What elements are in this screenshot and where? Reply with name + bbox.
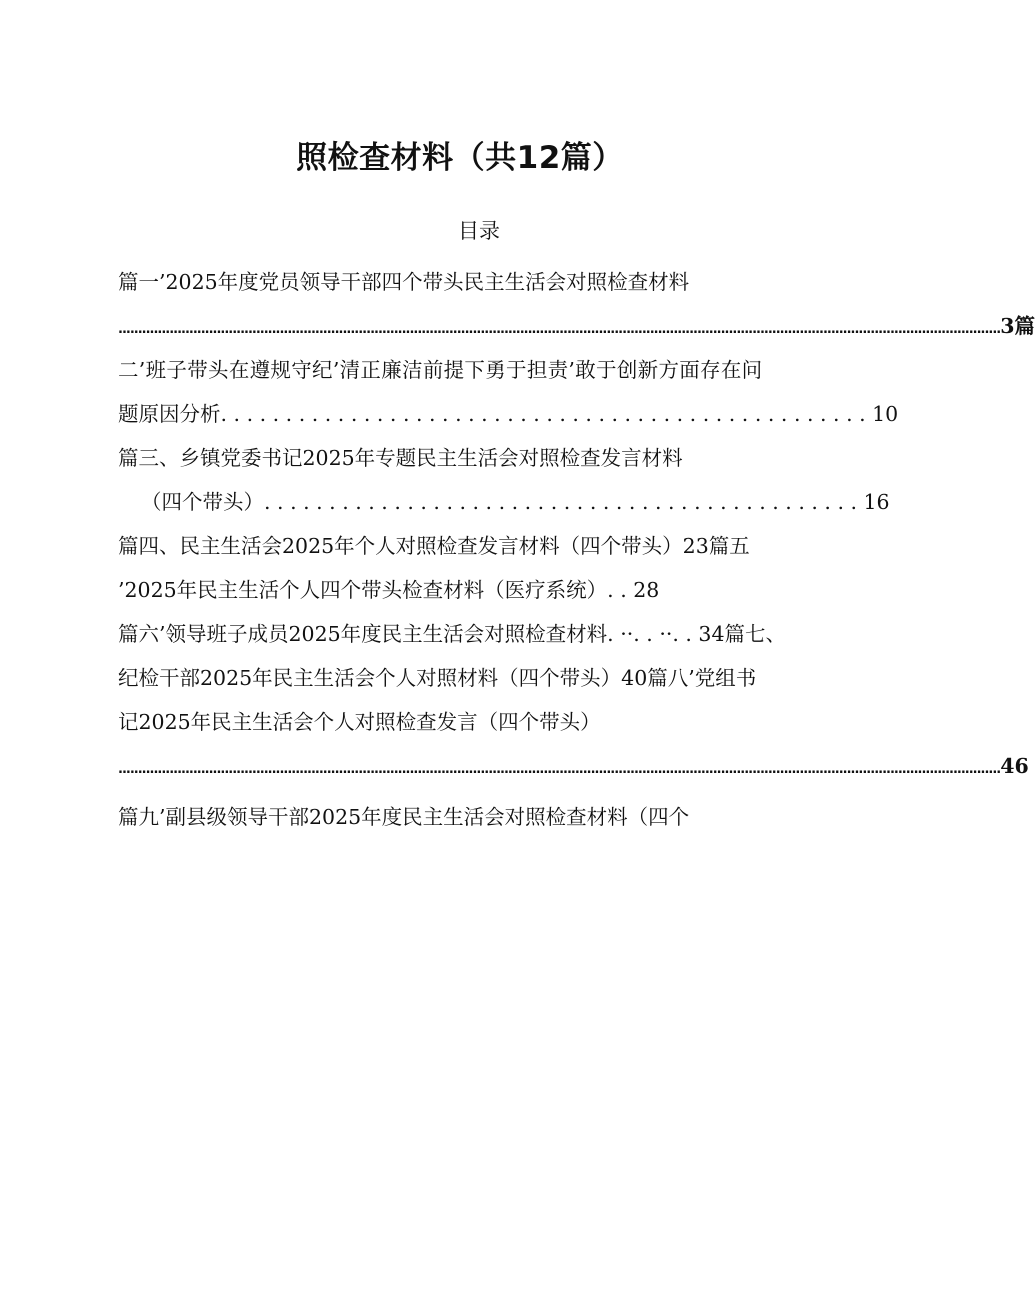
page-number: 46	[1000, 754, 1029, 778]
dot-leader: ................................................................................................................................................................................................................................	[118, 762, 1001, 777]
toc-entry-2-cont: 题原因分析. . . . . . . . . . . . . . . . . . . . . . . . . . . . . . . . . . . . . . . . . . . . . . . . . . 10	[118, 402, 899, 426]
toc-entry-2: 二’班子带头在遵规守纪’清正廉洁前提下勇于担责’敢于创新方面存在问	[118, 358, 763, 382]
toc-entry-5: ’2025年民主生活个人四个带头检查材料（医疗系统）. . 28	[118, 578, 660, 602]
toc-entry-3-cont: （四个带头）. . . . . . . . . . . . . . . . . . . . . . . . . . . . . . . . . . . . . . . . . . . . . . 16	[141, 490, 890, 514]
document-title: 照检查材料（共12篇）	[296, 140, 624, 176]
toc-heading: 目录	[458, 219, 500, 243]
page-number: 3篇	[1000, 314, 1035, 338]
toc-entry-3: 篇三、乡镇党委书记2025年专题民主生活会对照检查发言材料	[118, 446, 683, 470]
toc-entry-7: 纪检干部2025年民主生活会个人对照材料（四个带头）40篇八’党组书	[118, 666, 757, 690]
dot-leader: ................................................................................................................................................................................................................................	[118, 322, 1001, 337]
toc-entry-4: 篇四、民主生活会2025年个人对照检查发言材料（四个带头）23篇五	[118, 534, 750, 558]
toc-entry-9: 篇九’副县级领导干部2025年度民主生活会对照检查材料（四个	[118, 805, 690, 829]
toc-entry-6: 篇六’领导班子成员2025年度民主生活会对照检查材料. ··. . ··. . 34篇七、	[118, 622, 787, 646]
toc-entry-1: 篇一’2025年度党员领导干部四个带头民主生活会对照检查材料	[118, 270, 690, 294]
toc-entry-8: 记2025年民主生活会个人对照检查发言（四个带头）	[118, 710, 601, 734]
toc-entry-8-leader	[118, 749, 1029, 787]
toc-entry-1-leader	[118, 309, 1035, 347]
